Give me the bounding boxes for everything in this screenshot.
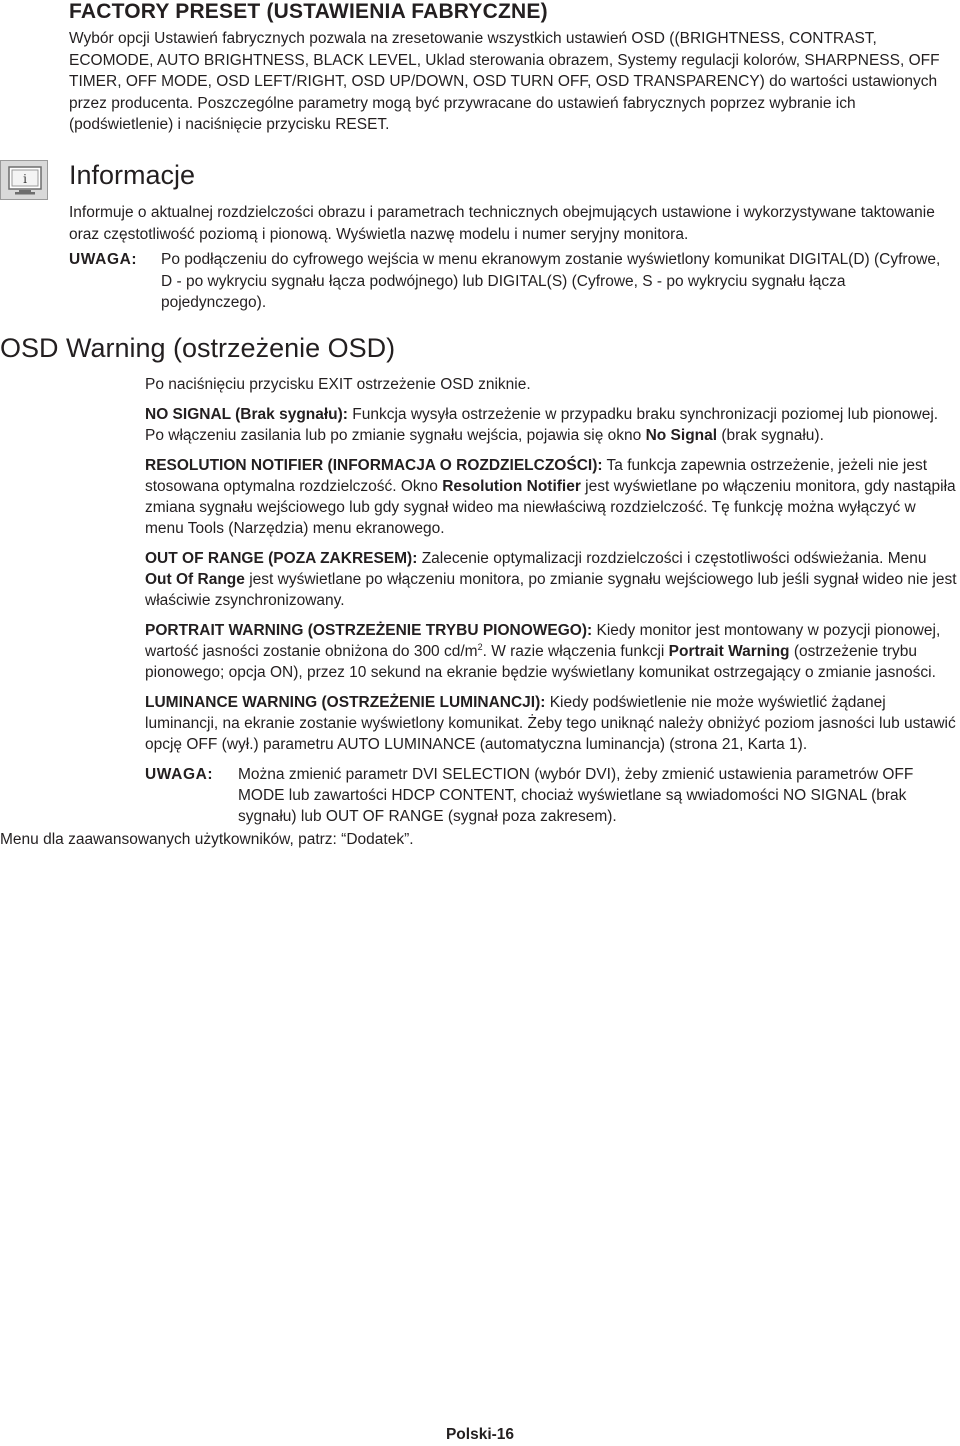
informacje-body: Informuje o aktualnej rozdzielczości obrazu i parametrach technicznych obejmujących ustawione i wykorzystywane taktowanie oraz częstotliwość poziomą i pionową. Wyświetla nazwę modelu i numer seryjny monitora. — [69, 204, 935, 243]
factory-preset-section — [69, 0, 954, 136]
no-signal-text-2: (brak sygnału). — [717, 427, 824, 444]
monitor-info-icon — [0, 160, 48, 200]
informacje-note-text: Po podłączeniu do cyfrowego wejścia w menu ekranowym zostanie wyświetlony komunikat DIGITAL(D) (Cyfrowe, D - po wykryciu sygnału łącza podwójnego) lub DIGITAL(S) (Cyfrowe, S - po wykryciu sygnału łącza pojedynczego). — [161, 251, 941, 312]
out-of-range-paragraph — [145, 548, 957, 611]
luminance-warning-label: LUMINANCE WARNING (OSTRZEŻENIE LUMINANCJI): — [145, 694, 546, 711]
portrait-warning-superscript: 2 — [477, 641, 483, 652]
osd-warning-note-text: Można zmienić parametr DVI SELECTION (wybór DVI), żeby zmienić ustawienia parametrów OFF MODE lub zawartości HDCP CONTENT, chociaż wyświetlane są wwiadomości NO SIGNAL (brak sygnału) lub OUT OF RANGE (sygnał poza zakresem). — [238, 766, 914, 825]
portrait-warning-text-3: (ostrzeżenie trybu pionowego; opcja ON), przez 10 sekund na ekranie będzie wyświetlany komunikat ostrzegający o zmianie jasności. — [145, 643, 936, 681]
portrait-warning-bold-term: Portrait Warning — [668, 643, 790, 660]
out-of-range-bold-term: Out Of Range — [145, 571, 245, 588]
info-icon-glyph: i — [23, 172, 27, 186]
page-number: Polski-16 — [445, 1426, 515, 1443]
osd-warning-heading: OSD Warning (ostrzeżenie OSD) — [0, 333, 396, 363]
informacje-note-label: UWAGA: — [69, 251, 138, 269]
advanced-menu-note: Menu dla zaawansowanych użytkowników, patrz: “Dodatek”. — [0, 831, 414, 848]
osd-warning-section — [0, 331, 960, 827]
informacje-heading: Informacje — [69, 160, 196, 190]
resolution-notifier-text-2: jest wyświetlane po włączeniu monitora, gdy nastąpiła zmiana sygnału wejściowego lub gdy sygnał wideo ma niewłaściwą rozdzielczość. Tę funkcję można wyłączyć w menu Tools (Narzędzia) menu ekranowego. — [145, 478, 956, 537]
luminance-warning-paragraph — [145, 692, 957, 755]
factory-preset-body: Wybór opcji Ustawień fabrycznych pozwala na zresetowanie wszystkich ustawień OSD ((BRIGHTNESS, CONTRAST, ECOMODE, AUTO BRIGHTNESS, BLACK LEVEL, Uklad sterowania obrazem, Systemy regulacji kolorów, SHARPNESS, OFF TIMER, OFF MODE, OSD LEFT/RIGHT, OSD UP/DOWN, OSD TURN OFF, OSD TRANSPARENCY) do wartości ustawionych przez producenta. Poszczególne parametry mogą być przywracane do ustawień fabrycznych poprzez wybranie ich (podświetlenie) i naciśnięcie przycisku RESET. — [69, 30, 940, 134]
resolution-notifier-bold-term: Resolution Notifier — [442, 478, 581, 495]
portrait-warning-paragraph — [145, 620, 957, 683]
portrait-warning-label: PORTRAIT WARNING (OSTRZEŻENIE TRYBU PIONOWEGO): — [145, 622, 593, 639]
resolution-notifier-text-1: Ta funkcja zapewnia ostrzeżenie, jeżeli nie jest stosowana optymalna rozdzielczość. Okno — [145, 457, 928, 495]
resolution-notifier-paragraph — [145, 455, 957, 539]
no-signal-paragraph — [145, 404, 957, 446]
osd-warning-note-label: UWAGA: — [145, 766, 214, 783]
informacje-section — [69, 158, 954, 314]
out-of-range-label: OUT OF RANGE (POZA ZAKRESEM): — [145, 550, 418, 567]
osd-warning-note — [145, 764, 957, 827]
informacje-note — [69, 249, 954, 314]
osd-warning-intro: Po naciśnięciu przycisku EXIT ostrzeżenie OSD zniknie. — [145, 376, 531, 393]
resolution-notifier-label: RESOLUTION NOTIFIER (INFORMACJA O ROZDZIELCZOŚCI): — [145, 457, 603, 474]
portrait-warning-text-1: Kiedy monitor jest montowany w pozycji pionowej, wartość jasności zostanie obniżona do 300 cd/m — [145, 622, 941, 660]
out-of-range-text-2: jest wyświetlane po włączeniu monitora, po zmianie sygnału wejściowego lub jeśli sygnał wideo nie jest właściwie zsynchronizowany. — [145, 571, 957, 609]
osd-warning-content — [145, 374, 957, 827]
factory-preset-heading: FACTORY PRESET (USTAWIENIA FABRYCZNE) — [69, 0, 548, 23]
portrait-warning-text-2: . W razie włączenia funkcji — [482, 643, 669, 660]
no-signal-bold-term: No Signal — [645, 427, 718, 444]
out-of-range-text-1: Zalecenie optymalizacji rozdzielczości i częstotliwości odświeżania. Menu — [417, 550, 927, 567]
no-signal-label: NO SIGNAL (Brak sygnału): — [145, 406, 348, 423]
luminance-warning-text-1: Kiedy podświetlenie nie może wyświetlić żądanej luminancji, na ekranie zostanie wyświetlony komunikat. Żeby tego uniknąć należy obniżyć poziom jasności lub ustawić opcję OFF (wył.) parametru AUTO LUMINANCE (automatyczna luminancja) (strona 21, Karta 1). — [145, 694, 956, 753]
no-signal-text-1: Funkcja wysyła ostrzeżenie w przypadku braku synchronizacji poziomej lub pionowej. Po włączeniu zasilania lub po zmianie sygnału wejścia, pojawia się okno — [145, 406, 939, 444]
